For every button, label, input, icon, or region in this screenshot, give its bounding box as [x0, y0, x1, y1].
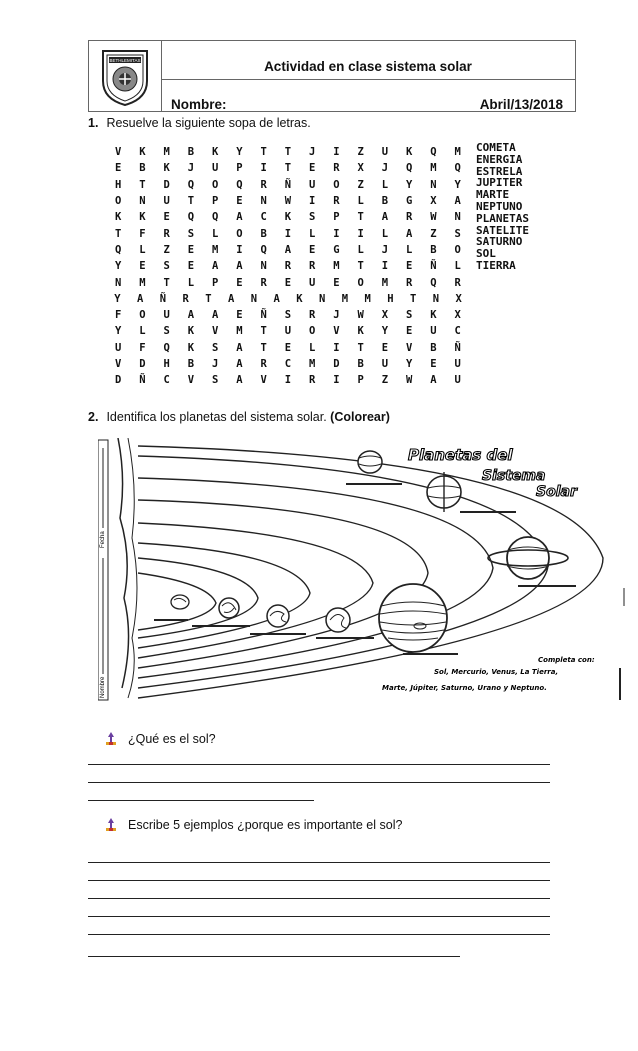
word-list-item: ESTRELA	[476, 164, 523, 178]
letter-cell[interactable]: W	[284, 195, 292, 208]
letter-cell[interactable]: Y	[454, 178, 461, 191]
letter-cell[interactable]: B	[357, 358, 364, 370]
pencil-bullet-icon	[104, 732, 118, 746]
word-list-item: ENERGIA	[476, 152, 523, 166]
letter-cell[interactable]: M	[333, 260, 340, 273]
letter-cell[interactable]: V	[211, 325, 219, 338]
letter-cell[interactable]: X	[357, 162, 364, 175]
letter-cell[interactable]: L	[405, 243, 413, 256]
letter-cell[interactable]: V	[405, 341, 413, 354]
letter-cell[interactable]: L	[454, 260, 461, 273]
letter-cell[interactable]: K	[187, 325, 195, 338]
letter-cell[interactable]: A	[211, 309, 219, 322]
date-label: Abril/13/2018	[479, 97, 563, 112]
letter-cell[interactable]: A	[236, 341, 243, 354]
letter-cell[interactable]: T	[357, 341, 364, 354]
letter-cell[interactable]: X	[430, 195, 437, 208]
letter-cell[interactable]: K	[139, 211, 146, 224]
letter-cell[interactable]: B	[260, 227, 267, 240]
word-list-item: PLANETAS	[476, 211, 529, 225]
letter-cell[interactable]: R	[260, 178, 267, 191]
letter-cell[interactable]: I	[333, 374, 340, 387]
letter-cell[interactable]: F	[114, 309, 122, 322]
letter-cell[interactable]: M	[163, 146, 170, 159]
letter-cell[interactable]: B	[187, 146, 195, 159]
pencil-bullet-icon	[104, 818, 118, 832]
page-title: Actividad en clase sistema solar	[264, 59, 472, 74]
letter-cell[interactable]: Q	[430, 146, 437, 159]
letter-cell[interactable]: N	[260, 195, 267, 208]
word-search-row	[106, 323, 470, 339]
letter-cell[interactable]: Z	[381, 374, 389, 387]
letter-cell[interactable]: U	[381, 146, 389, 159]
letter-cell[interactable]: Q	[187, 178, 195, 191]
word-search-row	[106, 209, 470, 225]
letter-cell[interactable]: A	[430, 374, 437, 387]
letter-cell[interactable]: Ñ	[430, 260, 437, 273]
letter-cell[interactable]: I	[260, 162, 267, 175]
word-search-row	[106, 225, 470, 241]
letter-cell[interactable]: K	[114, 211, 122, 224]
letter-cell[interactable]: T	[205, 292, 212, 305]
word-search-grid	[106, 144, 470, 389]
letter-cell[interactable]: U	[284, 325, 292, 338]
letter-cell[interactable]: A	[187, 309, 195, 322]
word-search	[100, 136, 552, 394]
letter-cell[interactable]: X	[454, 309, 461, 322]
letter-cell[interactable]: P	[211, 195, 219, 208]
letter-cell[interactable]: L	[139, 243, 146, 256]
letter-cell[interactable]: Y	[114, 325, 122, 338]
letter-cell[interactable]: U	[381, 358, 389, 370]
letter-cell[interactable]: Z	[163, 243, 170, 256]
letter-cell[interactable]: I	[308, 195, 316, 208]
letter-cell[interactable]: B	[430, 243, 437, 256]
letter-cell[interactable]: J	[381, 162, 389, 175]
word-search-row	[106, 160, 470, 176]
letter-cell[interactable]: Z	[430, 227, 437, 240]
letter-cell[interactable]: L	[187, 276, 195, 289]
letter-cell[interactable]: U	[163, 195, 170, 208]
letter-cell[interactable]: T	[260, 325, 267, 338]
letter-cell[interactable]: V	[260, 374, 267, 387]
letter-cell[interactable]: U	[163, 309, 170, 322]
letter-cell[interactable]: R	[163, 227, 170, 240]
letter-cell[interactable]: Ñ	[260, 309, 267, 322]
letter-cell[interactable]: Q	[454, 162, 461, 175]
letter-cell[interactable]: C	[284, 358, 292, 370]
svg-text:Sol, Mercurio, Venus, La Tierr: Sol, Mercurio, Venus, La Tierra,	[434, 668, 559, 676]
letter-cell[interactable]: V	[114, 358, 122, 370]
letter-cell[interactable]: O	[236, 227, 243, 240]
word-list-item: SATELITE	[476, 223, 529, 237]
answer-line[interactable]	[88, 956, 460, 957]
answer-line[interactable]	[88, 880, 550, 881]
letter-cell[interactable]: T	[139, 178, 146, 191]
svg-text:Nombre: Nombre	[100, 676, 106, 698]
letter-cell[interactable]: O	[333, 178, 340, 191]
letter-cell[interactable]: Ñ	[139, 374, 146, 387]
word-search-row	[106, 177, 470, 193]
svg-text:Sistema: Sistema	[482, 468, 546, 484]
letter-cell[interactable]: C	[260, 211, 267, 224]
word-list-item: TIERRA	[476, 258, 516, 272]
letter-cell[interactable]: E	[430, 358, 437, 370]
letter-cell[interactable]: T	[409, 292, 417, 305]
answer-line[interactable]	[88, 764, 550, 765]
letter-cell[interactable]: H	[387, 292, 394, 305]
letter-cell[interactable]: X	[455, 292, 462, 305]
letter-cell[interactable]: R	[454, 276, 461, 289]
letter-cell[interactable]: Y	[405, 178, 413, 191]
letter-cell[interactable]: O	[308, 325, 316, 338]
letter-cell[interactable]: X	[381, 309, 389, 322]
letter-cell[interactable]: K	[187, 341, 195, 354]
letter-cell[interactable]: T	[187, 195, 195, 208]
letter-cell[interactable]: K	[296, 292, 303, 305]
letter-cell[interactable]: F	[139, 341, 146, 354]
letter-cell[interactable]: N	[114, 276, 122, 289]
letter-cell[interactable]: R	[260, 276, 267, 289]
letter-cell[interactable]: I	[333, 227, 340, 240]
letter-cell[interactable]: I	[381, 260, 389, 273]
letter-cell[interactable]: T	[260, 341, 267, 354]
answer-line[interactable]	[88, 782, 550, 783]
letter-cell[interactable]: S	[405, 309, 413, 322]
letter-cell[interactable]: Ñ	[454, 341, 461, 354]
letter-cell[interactable]: K	[139, 146, 146, 159]
letter-cell[interactable]: O	[139, 309, 146, 322]
letter-cell[interactable]: Y	[405, 358, 413, 370]
letter-cell[interactable]: B	[381, 195, 389, 208]
question-1: 1. Resuelve la siguiente sopa de letras.	[88, 116, 311, 130]
letter-cell[interactable]: S	[211, 374, 219, 387]
letter-cell[interactable]: I	[333, 146, 340, 159]
letter-cell[interactable]: S	[284, 309, 292, 322]
letter-cell[interactable]: U	[454, 358, 461, 370]
letter-cell[interactable]: O	[211, 178, 219, 191]
letter-cell[interactable]: A	[236, 358, 243, 370]
letter-cell[interactable]: S	[187, 227, 195, 240]
letter-cell[interactable]: R	[405, 211, 413, 224]
letter-cell[interactable]: E	[236, 309, 243, 322]
letter-cell[interactable]: E	[308, 162, 316, 175]
letter-cell[interactable]: Q	[163, 341, 170, 354]
letter-cell[interactable]: A	[236, 374, 243, 387]
letter-cell[interactable]: R	[333, 195, 340, 208]
letter-cell[interactable]: I	[357, 227, 364, 240]
name-label: Nombre:	[171, 97, 227, 112]
letter-cell[interactable]: Z	[357, 178, 364, 191]
letter-cell[interactable]: C	[454, 325, 461, 338]
letter-cell[interactable]: A	[381, 211, 389, 224]
letter-cell[interactable]: N	[260, 260, 267, 273]
svg-text:Planetas del: Planetas del	[408, 446, 513, 464]
solar-system-figure	[98, 438, 628, 702]
letter-cell[interactable]: Q	[187, 211, 195, 224]
letter-cell[interactable]: U	[430, 325, 437, 338]
letter-cell[interactable]: M	[341, 292, 349, 305]
letter-cell[interactable]: K	[284, 211, 292, 224]
letter-cell[interactable]: F	[139, 227, 146, 240]
letter-cell[interactable]: K	[211, 146, 219, 159]
letter-cell[interactable]: N	[432, 292, 440, 305]
letter-cell[interactable]: I	[236, 243, 243, 256]
letter-cell[interactable]: M	[381, 276, 389, 289]
question-sol: ¿Qué es el sol?	[104, 732, 216, 746]
svg-text:BETHLEMITAS: BETHLEMITAS	[109, 58, 141, 63]
word-search-row	[106, 307, 470, 323]
letter-cell[interactable]: T	[357, 260, 364, 273]
letter-cell[interactable]: M	[236, 325, 243, 338]
letter-cell[interactable]: O	[454, 243, 461, 256]
letter-cell[interactable]: Q	[405, 162, 413, 175]
letter-cell[interactable]: R	[284, 260, 292, 273]
letter-cell[interactable]: V	[114, 146, 122, 159]
letter-cell[interactable]: L	[381, 178, 389, 191]
letter-cell[interactable]: Y	[114, 260, 122, 273]
letter-cell[interactable]: M	[308, 358, 316, 370]
letter-cell[interactable]: D	[163, 178, 170, 191]
letter-cell[interactable]: S	[308, 211, 316, 224]
letter-cell[interactable]: B	[139, 162, 146, 175]
letter-cell[interactable]: T	[357, 211, 364, 224]
letter-cell[interactable]: Q	[211, 211, 219, 224]
letter-cell[interactable]: M	[139, 276, 146, 289]
letter-cell[interactable]: L	[357, 243, 364, 256]
letter-cell[interactable]: A	[405, 227, 413, 240]
letter-cell[interactable]: I	[333, 341, 340, 354]
letter-cell[interactable]: A	[211, 260, 219, 273]
letter-cell[interactable]: E	[236, 195, 243, 208]
letter-cell[interactable]: L	[308, 341, 316, 354]
letter-cell[interactable]: J	[308, 146, 316, 159]
letter-cell[interactable]: U	[308, 178, 316, 191]
letter-cell[interactable]: R	[308, 260, 316, 273]
letter-cell[interactable]: Y	[381, 325, 389, 338]
letter-cell[interactable]: L	[308, 227, 316, 240]
letter-cell[interactable]: S	[454, 227, 461, 240]
word-list-item: JUPITER	[476, 176, 523, 190]
word-list-item: MARTE	[476, 188, 510, 202]
header-box	[88, 40, 576, 112]
word-search-row	[106, 356, 470, 372]
letter-cell[interactable]: H	[114, 178, 122, 191]
word-search-row	[106, 274, 470, 290]
letter-cell[interactable]: R	[333, 162, 340, 175]
letter-cell[interactable]: O	[114, 195, 122, 208]
answer-line[interactable]	[88, 916, 550, 917]
letter-cell[interactable]: Ñ	[284, 178, 292, 191]
letter-cell[interactable]: W	[430, 211, 437, 224]
word-list-item: SATURNO	[476, 235, 523, 249]
letter-cell[interactable]: Ñ	[159, 292, 167, 305]
letter-cell[interactable]: B	[187, 358, 195, 370]
letter-cell[interactable]: P	[211, 276, 219, 289]
letter-cell[interactable]: P	[236, 162, 243, 175]
letter-cell[interactable]: Q	[260, 243, 267, 256]
question-importance: Escribe 5 ejemplos ¿porque es importante el sol?	[104, 818, 402, 832]
letter-cell[interactable]: L	[211, 227, 219, 240]
answer-line[interactable]	[88, 800, 314, 801]
letter-cell[interactable]: A	[236, 211, 243, 224]
word-list	[476, 142, 529, 272]
letter-cell[interactable]: M	[211, 243, 219, 256]
svg-text:Fecha: Fecha	[100, 531, 106, 548]
svg-text:Solar: Solar	[536, 484, 577, 500]
letter-cell[interactable]: T	[284, 146, 292, 159]
school-logo	[89, 41, 162, 111]
answer-line[interactable]	[88, 934, 550, 935]
letter-cell[interactable]: M	[364, 292, 371, 305]
letter-cell[interactable]: E	[405, 260, 413, 273]
word-search-row	[106, 291, 470, 307]
letter-cell[interactable]: I	[284, 227, 292, 240]
letter-cell[interactable]: E	[284, 276, 292, 289]
letter-cell[interactable]: A	[273, 292, 280, 305]
svg-text:Marte, Júpiter, Saturno, Urano: Marte, Júpiter, Saturno, Urano y Neptuno.	[382, 684, 547, 692]
letter-cell[interactable]: M	[430, 162, 437, 175]
letter-cell[interactable]: W	[405, 374, 413, 387]
letter-cell[interactable]: E	[308, 243, 316, 256]
letter-cell[interactable]: J	[381, 243, 389, 256]
letter-cell[interactable]: R	[405, 276, 413, 289]
letter-cell[interactable]: D	[114, 374, 122, 387]
word-search-row	[106, 144, 470, 160]
letter-cell[interactable]: N	[454, 211, 461, 224]
letter-cell[interactable]: L	[381, 227, 389, 240]
letter-cell[interactable]: A	[136, 292, 144, 305]
letter-cell[interactable]: G	[405, 195, 413, 208]
letter-cell[interactable]: E	[187, 243, 195, 256]
letter-cell[interactable]: V	[333, 325, 340, 338]
answer-line[interactable]	[88, 862, 550, 863]
letter-cell[interactable]: G	[333, 243, 340, 256]
letter-cell[interactable]: A	[284, 243, 292, 256]
letter-cell[interactable]: H	[163, 358, 170, 370]
letter-cell[interactable]: E	[114, 162, 122, 175]
letter-cell[interactable]: U	[114, 341, 122, 354]
letter-cell[interactable]: R	[308, 374, 316, 387]
letter-cell[interactable]: K	[430, 309, 437, 322]
letter-cell[interactable]: T	[260, 146, 267, 159]
letter-cell[interactable]: T	[163, 276, 170, 289]
letter-cell[interactable]: Q	[236, 178, 243, 191]
letter-cell[interactable]: W	[357, 309, 364, 322]
letter-cell[interactable]: N	[318, 292, 326, 305]
letter-cell[interactable]: E	[236, 276, 243, 289]
letter-cell[interactable]: E	[163, 211, 170, 224]
letter-cell[interactable]: J	[187, 162, 195, 175]
letter-cell[interactable]: P	[333, 211, 340, 224]
letter-cell[interactable]: T	[284, 162, 292, 175]
word-search-row	[106, 372, 470, 388]
letter-cell[interactable]: N	[139, 195, 146, 208]
letter-cell[interactable]: A	[236, 260, 243, 273]
letter-cell[interactable]: K	[163, 162, 170, 175]
letter-cell[interactable]: B	[430, 341, 437, 354]
svg-text:Completa con:: Completa con:	[538, 656, 595, 664]
word-list-item: SOL	[476, 247, 496, 261]
letter-cell[interactable]: U	[211, 162, 219, 175]
letter-cell[interactable]: P	[357, 374, 364, 387]
letter-cell[interactable]: R	[182, 292, 189, 305]
word-list-item: COMETA	[476, 141, 516, 154]
letter-cell[interactable]: E	[333, 276, 340, 289]
letter-cell[interactable]: Q	[430, 276, 437, 289]
letter-cell[interactable]: S	[163, 260, 170, 273]
letter-cell[interactable]: Y	[236, 146, 243, 159]
word-search-row	[106, 193, 470, 209]
letter-cell[interactable]: L	[357, 195, 364, 208]
letter-cell[interactable]: U	[454, 374, 461, 387]
letter-cell[interactable]: O	[357, 276, 364, 289]
letter-cell[interactable]: A	[454, 195, 461, 208]
letter-cell[interactable]: E	[187, 260, 195, 273]
letter-cell[interactable]: N	[430, 178, 437, 191]
question-2: 2. Identifica los planetas del sistema solar. (Colorear)	[88, 410, 390, 424]
letter-cell[interactable]: K	[357, 325, 364, 338]
letter-cell[interactable]: S	[211, 341, 219, 354]
letter-cell[interactable]: K	[405, 146, 413, 159]
letter-cell[interactable]: E	[405, 325, 413, 338]
word-list-item: NEPTUNO	[476, 199, 523, 213]
letter-cell[interactable]: N	[250, 292, 258, 305]
letter-cell[interactable]: M	[454, 146, 461, 159]
letter-cell[interactable]: D	[139, 358, 146, 370]
letter-cell[interactable]: R	[308, 309, 316, 322]
letter-cell[interactable]: Z	[357, 146, 364, 159]
letter-cell[interactable]: I	[284, 374, 292, 387]
letter-cell[interactable]: Y	[114, 292, 121, 305]
answer-line[interactable]	[88, 898, 550, 899]
letter-cell[interactable]: D	[333, 358, 340, 370]
letter-cell[interactable]: L	[139, 325, 146, 338]
letter-cell[interactable]: E	[284, 341, 292, 354]
letter-cell[interactable]: V	[187, 374, 195, 387]
letter-cell[interactable]: J	[333, 309, 340, 322]
word-search-row	[106, 340, 470, 356]
word-search-row	[106, 242, 470, 258]
letter-cell[interactable]: E	[381, 341, 389, 354]
letter-cell[interactable]: A	[227, 292, 235, 305]
letter-cell[interactable]: C	[163, 374, 170, 387]
letter-cell[interactable]: E	[139, 260, 146, 273]
word-search-row	[106, 258, 470, 274]
letter-cell[interactable]: R	[260, 358, 267, 370]
letter-cell[interactable]: S	[163, 325, 170, 338]
letter-cell[interactable]: T	[114, 227, 122, 240]
letter-cell[interactable]: Q	[114, 243, 122, 256]
letter-cell[interactable]: U	[308, 276, 316, 289]
letter-cell[interactable]: J	[211, 358, 219, 370]
